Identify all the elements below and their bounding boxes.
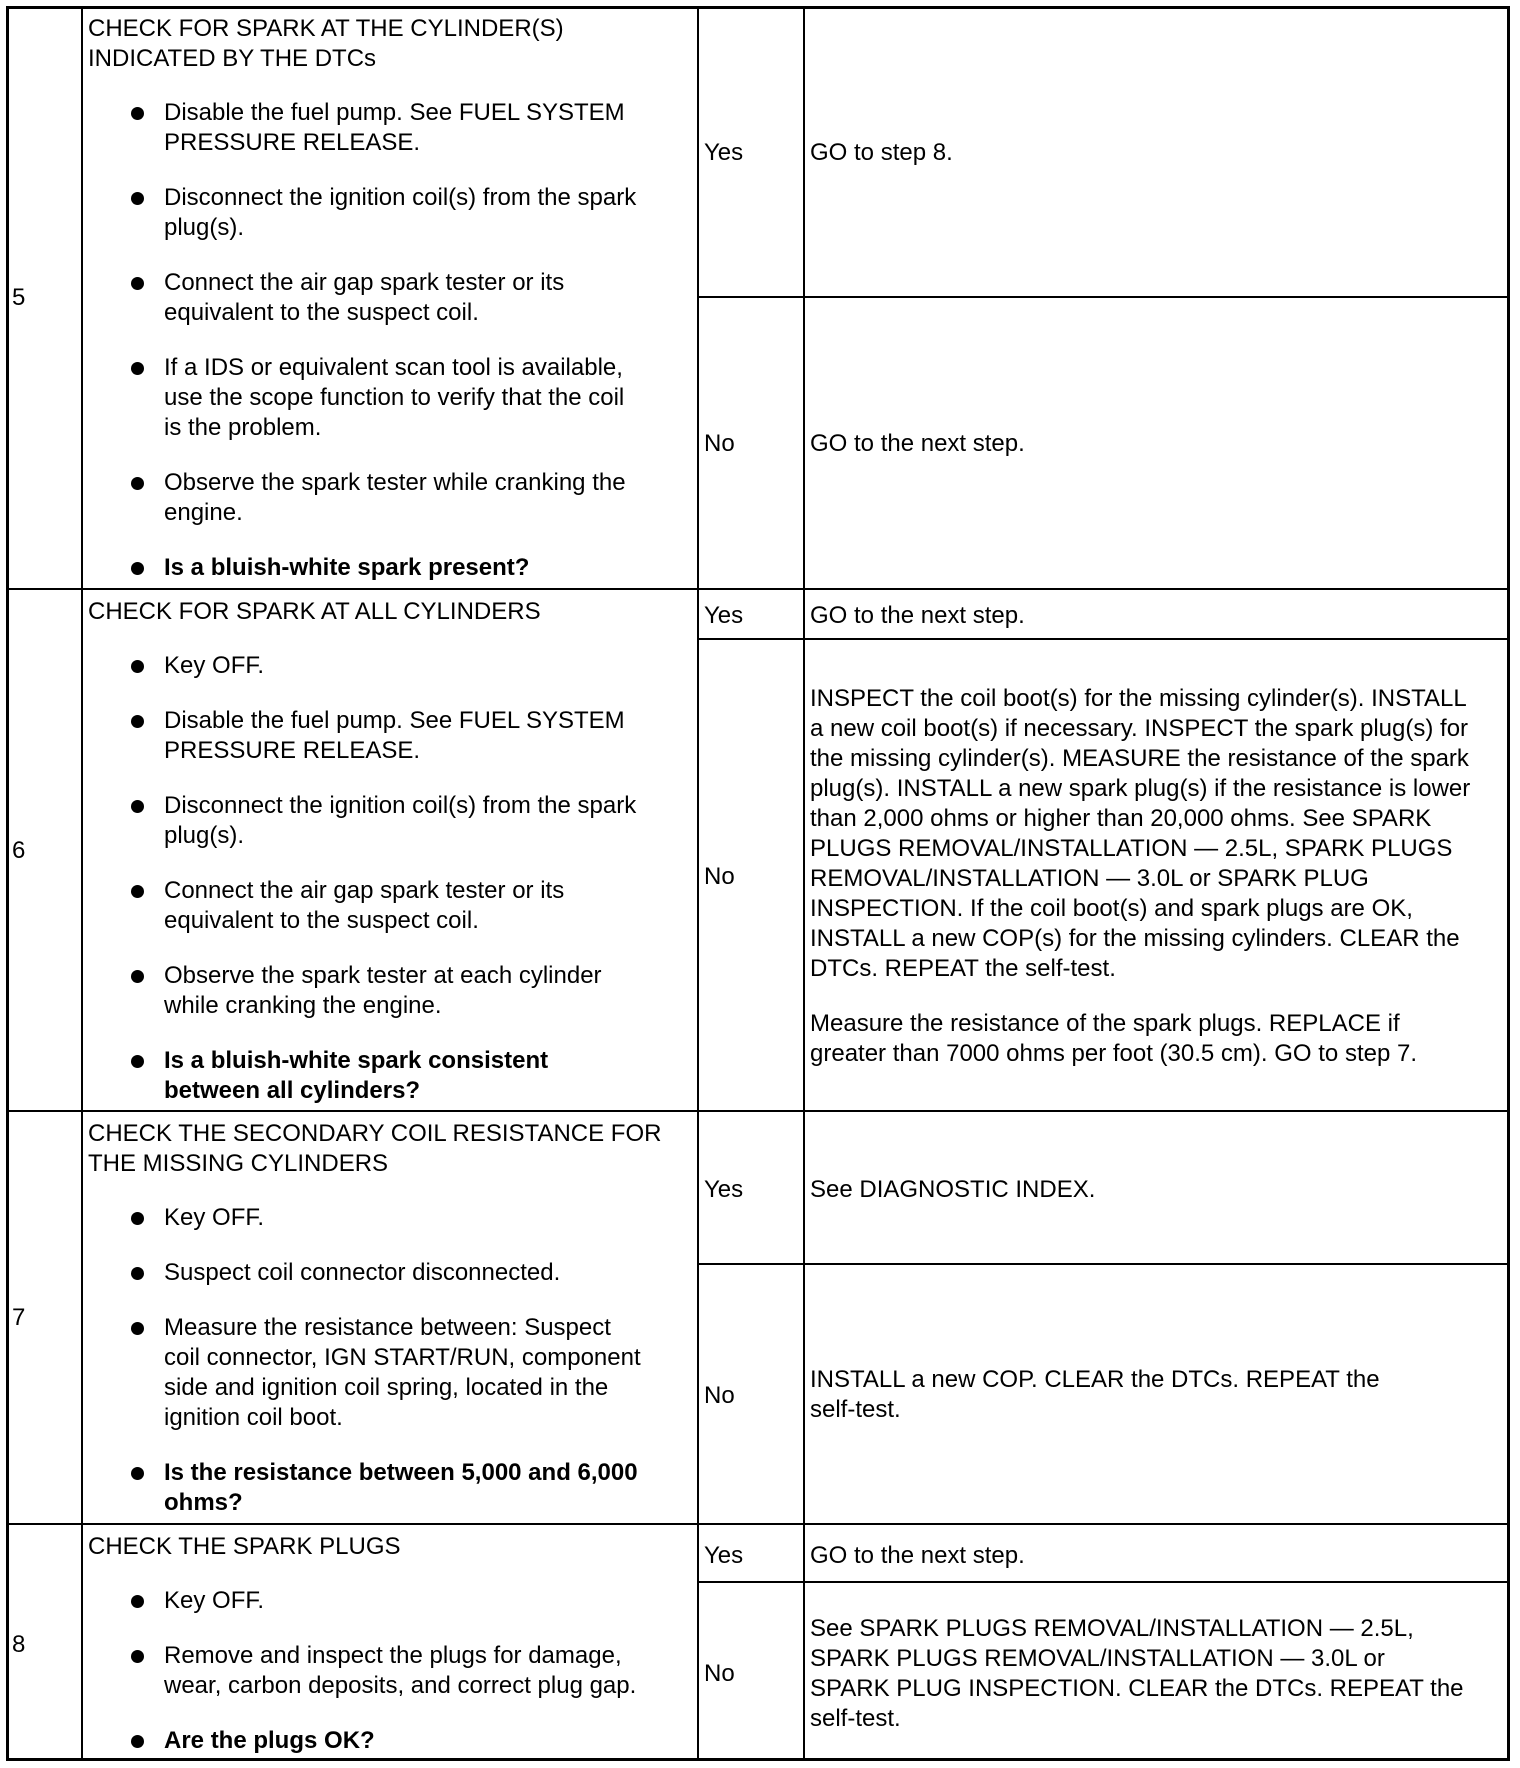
- bullet-text: while cranking the engine.: [164, 992, 442, 1019]
- bullet-question: Is the resistance between 5,000 and 6,000: [164, 1459, 638, 1486]
- result-no-line: INSTALL a new COP(s) for the missing cylinders. CLEAR the: [810, 925, 1460, 952]
- test-title-line: CHECK FOR SPARK AT ALL CYLINDERS: [88, 598, 541, 625]
- bullet-icon: [131, 970, 144, 983]
- answer-no: No: [704, 1382, 735, 1409]
- bullet-question: Is a bluish-white spark consistent: [164, 1047, 549, 1074]
- result-yes: GO to the next step.: [810, 602, 1025, 629]
- step-number: 6: [12, 837, 26, 864]
- column-divider-step: [81, 6, 83, 1761]
- bullet-text: coil connector, IGN START/RUN, component: [164, 1344, 641, 1371]
- result-no-line: SPARK PLUGS REMOVAL/INSTALLATION — 3.0L or: [810, 1645, 1385, 1672]
- bullet-text: engine.: [164, 499, 243, 526]
- bullet-text: Key OFF.: [164, 1587, 265, 1614]
- result-no-line: than 2,000 ohms or higher than 20,000 ohms. See SPARK: [810, 805, 1432, 832]
- bullet-text: plug(s).: [164, 214, 245, 241]
- bullet-text: side and ignition coil spring, located in the: [164, 1374, 609, 1401]
- bullet-text: Remove and inspect the plugs for damage,: [164, 1642, 622, 1669]
- step-number: 5: [12, 284, 26, 311]
- bullet-icon: [131, 277, 144, 290]
- bullet-text: Disconnect the ignition coil(s) from the spark: [164, 792, 637, 819]
- result-no-line: self-test.: [810, 1396, 901, 1423]
- bullet-icon: [131, 1322, 144, 1335]
- answer-yes: Yes: [704, 602, 744, 629]
- bullet-text: Disable the fuel pump. See FUEL SYSTEM: [164, 99, 625, 126]
- bullet-icon: [131, 885, 144, 898]
- bullet-icon: [131, 1267, 144, 1280]
- test-title-line: CHECK THE SECONDARY COIL RESISTANCE FOR: [88, 1120, 662, 1147]
- bullet-icon: [131, 660, 144, 673]
- bullet-text: Key OFF.: [164, 652, 265, 679]
- bullet-text: Connect the air gap spark tester or its: [164, 877, 565, 904]
- result-no-line: INSPECTION. If the coil boot(s) and spark plugs are OK,: [810, 895, 1413, 922]
- column-divider-answer: [803, 6, 805, 1761]
- bullet-text: PRESSURE RELEASE.: [164, 129, 421, 156]
- result-no-line: INSTALL a new COP. CLEAR the DTCs. REPEAT the: [810, 1366, 1380, 1393]
- bullet-icon: [131, 1650, 144, 1663]
- result-no-line: DTCs. REPEAT the self-test.: [810, 955, 1116, 982]
- result-no-line: plug(s). INSTALL a new spark plug(s) if the resistance is lower: [810, 775, 1471, 802]
- bullet-text: PRESSURE RELEASE.: [164, 737, 421, 764]
- result-no-line: See SPARK PLUGS REMOVAL/INSTALLATION — 2.5L,: [810, 1615, 1414, 1642]
- bullet-text: Suspect coil connector disconnected.: [164, 1259, 561, 1286]
- bullet-text: Measure the resistance between: Suspect: [164, 1314, 611, 1341]
- bullet-text: plug(s).: [164, 822, 245, 849]
- result-yes: GO to the next step.: [810, 1542, 1025, 1569]
- answer-yes: Yes: [704, 139, 744, 166]
- result-no-extra-line: greater than 7000 ohms per foot (30.5 cm). GO to step 7.: [810, 1040, 1417, 1067]
- yes-no-divider: [697, 1263, 1510, 1265]
- bullet-text: Key OFF.: [164, 1204, 265, 1231]
- answer-no: No: [704, 1660, 735, 1687]
- bullet-text: wear, carbon deposits, and correct plug gap.: [164, 1672, 637, 1699]
- bullet-icon: [131, 1595, 144, 1608]
- answer-yes: Yes: [704, 1542, 744, 1569]
- test-title-line: INDICATED BY THE DTCs: [88, 45, 377, 72]
- result-yes: GO to step 8.: [810, 139, 953, 166]
- bullet-text: ignition coil boot.: [164, 1404, 343, 1431]
- yes-no-divider: [697, 296, 1510, 298]
- result-no-line: self-test.: [810, 1705, 901, 1732]
- result-no-line: SPARK PLUG INSPECTION. CLEAR the DTCs. REPEAT the: [810, 1675, 1464, 1702]
- row-divider: [6, 588, 1510, 590]
- bullet-text: Disconnect the ignition coil(s) from the spark: [164, 184, 637, 211]
- bullet-icon: [131, 800, 144, 813]
- bullet-icon: [131, 562, 144, 575]
- bullet-icon: [131, 1055, 144, 1068]
- column-divider-test: [697, 6, 699, 1761]
- bullet-icon: [131, 477, 144, 490]
- bullet-text: Observe the spark tester while cranking the: [164, 469, 626, 496]
- bullet-text: Disable the fuel pump. See FUEL SYSTEM: [164, 707, 625, 734]
- bullet-text: is the problem.: [164, 414, 322, 441]
- bullet-icon: [131, 107, 144, 120]
- bullet-question: Are the plugs OK?: [164, 1727, 375, 1754]
- row-divider: [6, 1110, 1510, 1112]
- result-no-line: INSPECT the coil boot(s) for the missing cylinder(s). INSTALL: [810, 685, 1467, 712]
- step-number: 8: [12, 1631, 26, 1658]
- test-title-line: CHECK THE SPARK PLUGS: [88, 1533, 401, 1560]
- result-no: GO to the next step.: [810, 430, 1025, 457]
- bullet-text: If a IDS or equivalent scan tool is available,: [164, 354, 623, 381]
- bullet-question: between all cylinders?: [164, 1077, 421, 1104]
- bullet-text: Connect the air gap spark tester or its: [164, 269, 565, 296]
- result-yes: See DIAGNOSTIC INDEX.: [810, 1176, 1096, 1203]
- answer-no: No: [704, 430, 735, 457]
- bullet-icon: [131, 715, 144, 728]
- yes-no-divider: [697, 638, 1510, 640]
- result-no-line: REMOVAL/INSTALLATION — 3.0L or SPARK PLUG: [810, 865, 1369, 892]
- yes-no-divider: [697, 1581, 1510, 1583]
- result-no-line: PLUGS REMOVAL/INSTALLATION — 2.5L, SPARK PLUGS: [810, 835, 1453, 862]
- bullet-icon: [131, 1735, 144, 1748]
- bullet-icon: [131, 1212, 144, 1225]
- answer-yes: Yes: [704, 1176, 744, 1203]
- result-no-line: a new coil boot(s) if necessary. INSPECT the spark plug(s) for: [810, 715, 1469, 742]
- result-no-line: the missing cylinder(s). MEASURE the resistance of the spark: [810, 745, 1469, 772]
- bullet-text: equivalent to the suspect coil.: [164, 299, 479, 326]
- test-title-line: CHECK FOR SPARK AT THE CYLINDER(S): [88, 15, 564, 42]
- step-number: 7: [12, 1304, 26, 1331]
- bullet-icon: [131, 1467, 144, 1480]
- bullet-text: equivalent to the suspect coil.: [164, 907, 479, 934]
- test-title-line: THE MISSING CYLINDERS: [88, 1150, 389, 1177]
- bullet-text: use the scope function to verify that the coil: [164, 384, 625, 411]
- answer-no: No: [704, 863, 735, 890]
- bullet-question: Is a bluish-white spark present?: [164, 554, 530, 581]
- bullet-icon: [131, 362, 144, 375]
- result-no-extra-line: Measure the resistance of the spark plugs. REPLACE if: [810, 1010, 1400, 1037]
- row-divider: [6, 1523, 1510, 1525]
- bullet-text: Observe the spark tester at each cylinder: [164, 962, 602, 989]
- bullet-icon: [131, 192, 144, 205]
- bullet-question: ohms?: [164, 1489, 243, 1516]
